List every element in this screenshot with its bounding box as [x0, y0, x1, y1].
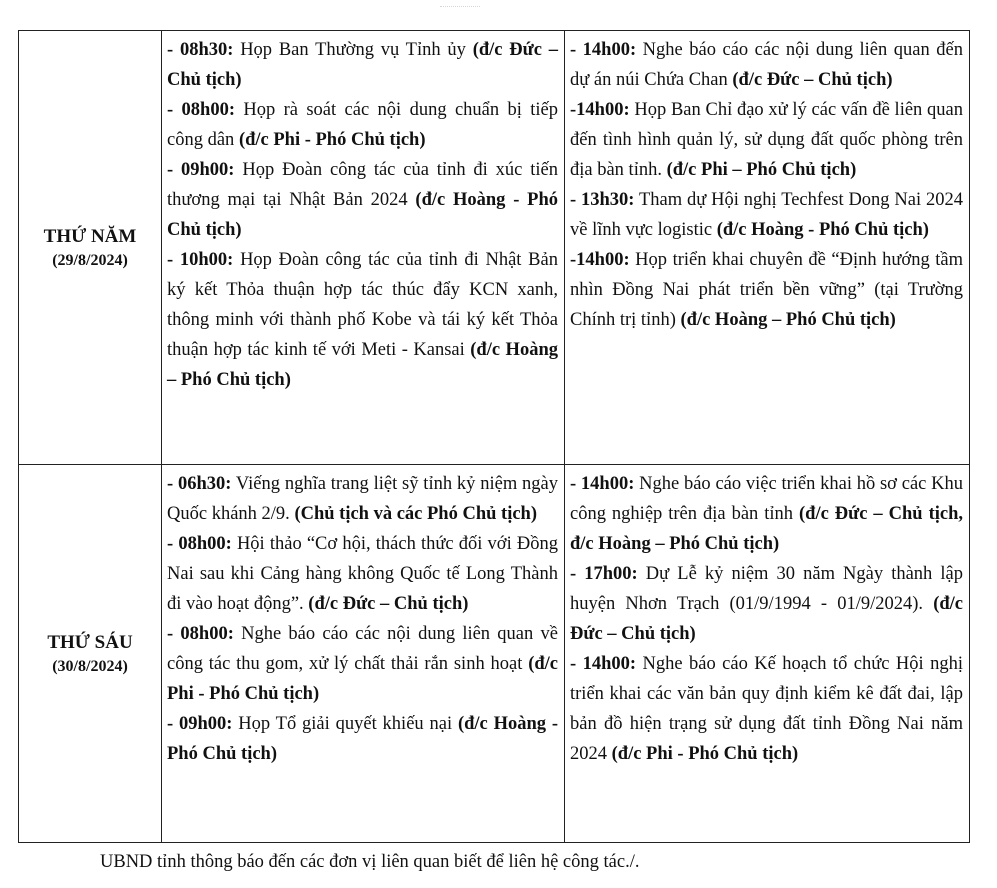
schedule-entry: [570, 35, 963, 95]
afternoon-cell: [565, 31, 970, 465]
entry-assignee: (đ/c Phi – Phó Chủ tịch): [666, 160, 857, 180]
entry-text: Họp rà soát các nội dung chuẩn bị tiếp công dân: [167, 100, 558, 150]
entry-assignee: (đ/c Đức – Chủ tịch): [308, 594, 469, 614]
day-name: THỨ SÁU: [47, 631, 133, 653]
schedule-row-thursday: [19, 31, 970, 465]
entry-time: - 06h30:: [167, 474, 232, 494]
schedule-entry: [570, 185, 963, 245]
schedule-entry: [167, 95, 558, 155]
entry-assignee: (đ/c Hoàng - Phó Chủ tịch): [716, 220, 929, 240]
schedule-entry: [167, 155, 558, 245]
day-name: THỨ NĂM: [43, 225, 137, 247]
entry-time: - 08h30:: [167, 40, 234, 60]
footer-note: UBND tỉnh thông báo đến các đơn vị liên quan biết để liên hệ công tác./.: [100, 852, 640, 872]
day-cell: [19, 31, 162, 465]
entry-assignee: (đ/c Đức – Chủ tịch): [732, 70, 893, 90]
entry-assignee: (đ/c Đức – Chủ tịch, đ/c Hoàng – Phó Chủ tịch): [570, 504, 963, 554]
entry-text: Viếng nghĩa trang liệt sỹ tỉnh kỷ niệm ngày Quốc khánh 2/9.: [167, 474, 558, 524]
entry-time: - 14h00:: [570, 654, 637, 674]
entry-time: - 14h00:: [570, 40, 637, 60]
entry-time: - 08h00:: [167, 100, 235, 120]
entry-assignee: (đ/c Đức – Chủ tịch): [167, 40, 558, 90]
entry-text: Nghe báo cáo các nội dung liên quan về công tác thu gom, xử lý chất thải rắn sinh hoạt: [167, 624, 558, 674]
entry-text: Họp triển khai chuyên đề “Định hướng tầm nhìn Đồng Nai phát triển bền vững” (tại Trường Chính trị tỉnh): [570, 250, 963, 330]
entry-time: - 17h00:: [570, 564, 638, 584]
entry-time: - 10h00:: [167, 250, 234, 270]
entry-time: - 14h00:: [570, 474, 635, 494]
schedule-entry: [167, 619, 558, 709]
day-date: (29/8/2024): [52, 251, 128, 269]
entry-text: Hội thảo “Cơ hội, thách thức đối với Đồng Nai sau khi Cảng hàng không Quốc tế Long Thành đi vào hoạt động”.: [167, 534, 558, 614]
entry-time: - 08h00:: [167, 534, 232, 554]
entry-assignee: (đ/c Phi - Phó Chủ tịch): [238, 130, 426, 150]
morning-cell: [162, 465, 565, 843]
entry-time: -14h00:: [570, 100, 630, 120]
morning-cell: [162, 31, 565, 465]
entry-assignee: (Chủ tịch và các Phó Chủ tịch): [294, 504, 537, 524]
entry-assignee: (đ/c Phi - Phó Chủ tịch): [167, 654, 558, 704]
entry-time: - 13h30:: [570, 190, 635, 210]
scan-artifact: [440, 6, 480, 15]
entry-text: Họp Đoàn công tác của tỉnh đi Nhật Bản ký kết Thỏa thuận hợp tác thúc đẩy KCN xanh, thông minh với thành phố Kobe và tái ký kết Thỏa thuận hợp tác kinh tế với Meti - Kansai: [167, 250, 558, 360]
entry-assignee: (đ/c Hoàng - Phó Chủ tịch): [167, 714, 558, 764]
entry-text: Họp Tổ giải quyết khiếu nại: [232, 714, 458, 734]
schedule-entry: [167, 529, 558, 619]
schedule-entry: [167, 245, 558, 395]
entry-assignee: (đ/c Phi - Phó Chủ tịch): [611, 744, 799, 764]
day-cell: [19, 465, 162, 843]
entry-assignee: (đ/c Hoàng – Phó Chủ tịch): [167, 340, 558, 390]
entry-time: - 09h00:: [167, 160, 235, 180]
entry-text: Họp Đoàn công tác của tỉnh đi xúc tiến thương mại tại Nhật Bản 2024: [167, 160, 558, 210]
schedule-entry: [570, 649, 963, 769]
schedule-row-friday: [19, 465, 970, 843]
entry-text: Họp Ban Chỉ đạo xử lý các vấn đề liên quan đến tình hình quản lý, sử dụng đất quốc phòng trên địa bàn tỉnh.: [570, 100, 963, 180]
schedule-entry: [570, 95, 963, 185]
entry-text: Nghe báo cáo Kế hoạch tổ chức Hội nghị triển khai các văn bản quy định kiểm kê đất đai, lập bản đồ hiện trạng sử dụng đất tỉnh Đồng Nai năm 2024: [570, 654, 963, 764]
schedule-entry: [167, 709, 558, 769]
afternoon-cell: [565, 465, 970, 843]
entry-time: -14h00:: [570, 250, 630, 270]
entry-time: - 08h00:: [167, 624, 234, 644]
entry-text: Nghe báo cáo việc triển khai hồ sơ các Khu công nghiệp trên địa bàn tỉnh: [570, 474, 963, 524]
schedule-entry: [570, 245, 963, 335]
entry-text: Nghe báo cáo các nội dung liên quan đến dự án núi Chứa Chan: [570, 40, 963, 90]
entry-text: Dự Lễ kỷ niệm 30 năm Ngày thành lập huyện Nhơn Trạch (01/9/1994 - 01/9/2024).: [570, 564, 963, 614]
schedule-entry: [570, 469, 963, 559]
entry-assignee: (đ/c Hoàng – Phó Chủ tịch): [680, 310, 896, 330]
entry-assignee: (đ/c Hoàng - Phó Chủ tịch): [167, 190, 558, 240]
schedule-entry: [570, 559, 963, 649]
entry-text: Họp Ban Thường vụ Tỉnh ủy: [233, 40, 473, 60]
entry-time: - 09h00:: [167, 714, 233, 734]
schedule-entry: [167, 35, 558, 95]
schedule-table: [18, 30, 970, 843]
day-date: (30/8/2024): [52, 657, 128, 675]
entry-text: Tham dự Hội nghị Techfest Dong Nai 2024 về lĩnh vực logistic: [570, 190, 963, 240]
entry-assignee: (đ/c Đức – Chủ tịch): [570, 594, 963, 644]
schedule-entry: [167, 469, 558, 529]
